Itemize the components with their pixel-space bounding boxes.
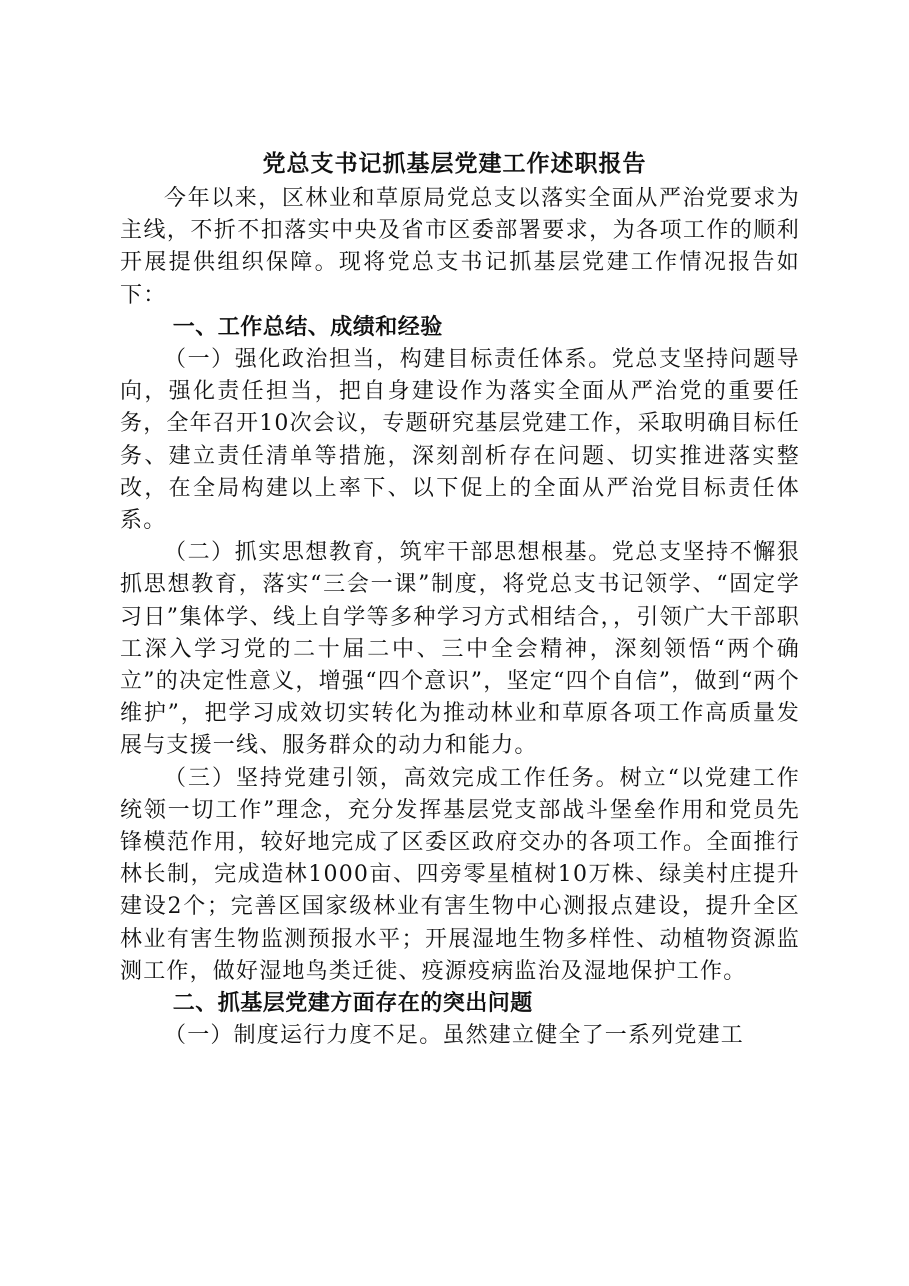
intro-paragraph: 今年以来，区林业和草原局党总支以落实全面从严治党要求为主线，不折不扣落实中央及省市区委部署要求，为各项工作的顺利开展提供组织保障。现将党总支书记抓基层党建工作情况报告如下： <box>120 186 800 308</box>
document-body <box>120 183 800 1052</box>
section-2-item-1: （一）制度运行力度不足。虽然建立健全了一系列党建工 <box>164 1023 745 1049</box>
section-1-item-2: （二）抓实思想教育，筑牢干部思想根基。党总支坚持不懈狠抓思想教育，落实“三会一课”制度，将党总支书记领学、“固定学习日”集体学、线上自学等多种学习方式相结合，，引领广大干部职工深入学习党的二十届二中、三中全会精神，深刻领悟“两个确立”的决定性意义，增强“四个意识”，坚定“四个自信”，做到“两个维护”，把学习成效切实转化为推动林业和草原各项工作高质量发展与支援一线、服务群众的动力和能力。 <box>120 540 800 759</box>
section-heading-2: 二、抓基层党建方面存在的突出问题 <box>172 991 533 1017</box>
section-1-item-1: （一）强化政治担当，构建目标责任体系。党总支坚持问题导向，强化责任担当，把自身建设作为落实全面从严治党的重要任务，全年召开10次会议，专题研究基层党建工作，采取明确目标任务、建立责任清单等措施，深刻剖析存在问题、切实推进落实整改，在全局构建以上率下、以下促上的全面从严治党目标责任体系。 <box>120 347 800 534</box>
document-title: 党总支书记抓基层党建工作述职报告 <box>262 151 647 177</box>
section-heading-1: 一、工作总结、成绩和经验 <box>172 314 443 340</box>
section-1-item-3: （三）坚持党建引领，高效完成工作任务。树立“以党建工作统领一切工作”理念，充分发挥基层党支部战斗堡垒作用和党员先锋模范作用，较好地完成了区委区政府交办的各项工作。全面推行林长制，完成造林1000亩、四旁零星植树10万株、绿美村庄提升建设2个；完善区国家级林业有害生物中心测报点建设，提升全区林业有害生物监测预报水平；开展湿地生物多样性、动植物资源监测工作，做好湿地鸟类迁徙、疫源疫病监治及湿地保护工作。 <box>120 765 800 984</box>
